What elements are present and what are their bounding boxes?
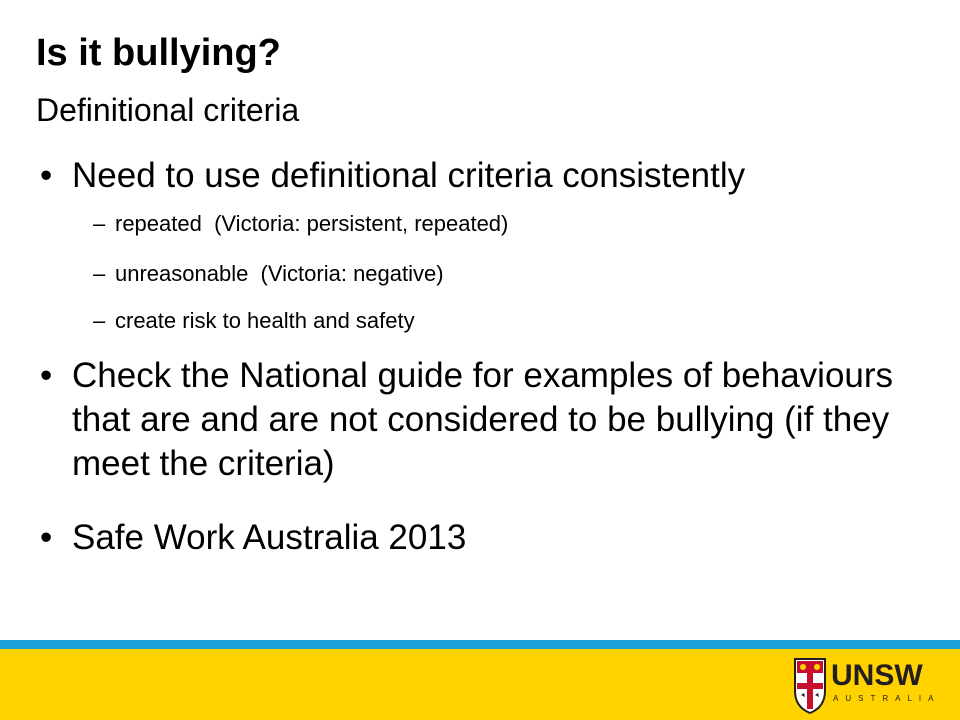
sub-bullet-item (93, 210, 508, 238)
sub-bullet-text: unreasonable (Victoria: negative) (115, 261, 444, 286)
bullet-text: Check the National guide for examples of behaviours that are and are not considered to be bullying (if they meet the criteria) (72, 356, 894, 483)
bullet-icon: • (40, 518, 53, 557)
bullet-icon: • (40, 356, 53, 395)
bullet-item (40, 354, 945, 486)
bullet-icon: • (40, 156, 53, 195)
unsw-crest-icon (793, 657, 827, 715)
bullet-item (40, 516, 945, 560)
logo-wordmark: UNSW (831, 659, 923, 692)
slide-title: Is it bullying? (36, 32, 281, 74)
bullet-text: Safe Work Australia 2013 (72, 518, 467, 557)
sub-bullet-text: repeated (Victoria: persistent, repeated) (115, 211, 509, 236)
sub-bullet-text: create risk to health and safety (115, 308, 415, 333)
sub-bullet-item (93, 260, 444, 288)
logo-subtitle: AUSTRALIA (833, 694, 941, 703)
unsw-logo (793, 656, 953, 716)
sub-bullet-item (93, 307, 415, 335)
slide-subtitle: Definitional criteria (36, 92, 300, 128)
dash-icon: – (93, 308, 106, 333)
dash-icon: – (93, 261, 106, 286)
footer-stripe (0, 640, 960, 649)
dash-icon: – (93, 211, 106, 236)
bullet-text: Need to use definitional criteria consistently (72, 156, 746, 195)
bullet-item (40, 154, 945, 198)
